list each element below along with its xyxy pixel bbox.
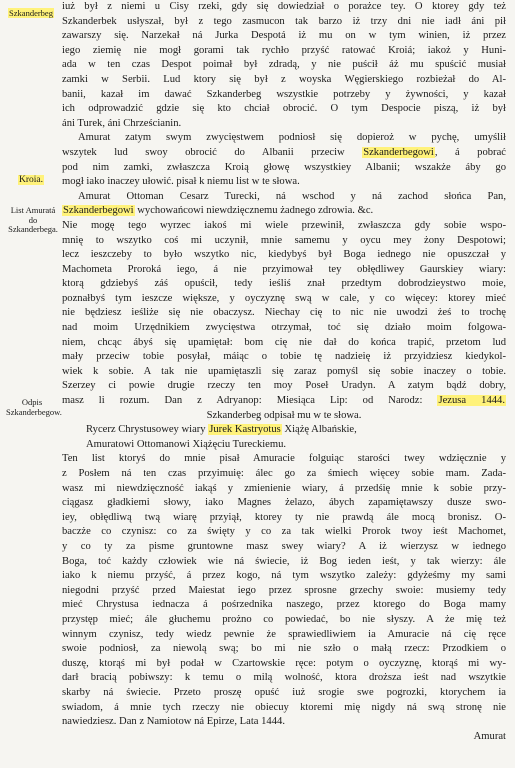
- text-line: skarby ná świecie. Przeto proszę opuść iuż srogie swe pogrozki, ktorychem ia: [62, 686, 506, 698]
- highlight-szkanderbegowi: Szkanderbegowi: [363, 146, 434, 158]
- text-line: przystęp mieć; ále głuchemu prożno co powiedać, bo nie słyszy. A że mię też: [62, 613, 506, 625]
- text-line: swoie podniosł, za niewolą swą; bo mi nie szło o małą rzecz: Przodkiem o: [62, 643, 506, 655]
- text-line: iey, obłędliwą twą wiarę przyiął, ktorey ty nie prawdą ále mocą bronisz. O-: [62, 511, 506, 523]
- margin-note-odpis: Odpis Szkanderbegow.: [6, 397, 62, 417]
- margin-note-kroia: [2, 176, 60, 186]
- text-line: iako k niemu przyść, á przez kogo, ná tym wszytko zależy: gdyżeśmy my sami: [62, 570, 506, 582]
- text-line: Boga, toć każdy człowiek wie ná świecie, iż Bog ieden ieśt, y tak wierzy: ále: [62, 555, 506, 567]
- text-line: Nie mogę tego wyrzec iakoś mi wiele przewinił, zwłaszcza gdy sobie wspo-: [62, 219, 506, 231]
- text-line: ada w ten czas Despot poimał był zdradą, y nie puścił áż mu spuścić musiał: [62, 59, 506, 71]
- text-line: niem, chcąc ábyś się upamiętał: bom cię nie dał do końca trapić, przetom lud: [62, 336, 506, 348]
- text-line-highlighted: Szkanderbegowi wychowańcowi niewdzięcznemu żadnego zdrowia. &c.: [63, 205, 374, 217]
- text-line: Szkanderbek usłyszał, był z tego zasmucon tak barzo iż trzy dni nie iadł áni pił: [62, 15, 506, 27]
- text-line: nie będziesz ieśliże się nie obaczysz. Niechay cię to nic nie uwodzi żeś to trochę: [62, 307, 506, 319]
- main-text: [62, 0, 506, 744]
- catchword: Amurat: [473, 730, 506, 742]
- text-line: Ten list ktoryś do mnie pisał Amuracie folguiąc starości twey wdzięcznie y: [62, 453, 506, 465]
- text-line: z Posłem ná ten czas przyimuię: álec go za śmiech więcey sobie mam. Zada-: [62, 468, 506, 479]
- text-line: wiek k sobie. A tak nie upamiętaszli się zaraz pomyśl się sobie inaczey o tobie.: [62, 365, 506, 377]
- text-line: Amuratowi Ottomanowi Xiążęciu Tureckiemu.: [86, 438, 287, 450]
- highlight-margin-szkanderbeg: Szkanderbeg: [9, 8, 53, 18]
- section-heading: Szkanderbeg odpisał mu w te słowa.: [206, 409, 362, 421]
- margin-note-list-title: List Amuratá do Szkanderbega.: [8, 205, 58, 234]
- text-line: pod nim zamki, zwłaszcza Kroią głowę wszystkiey Albanii; wszakże áby go: [62, 161, 506, 173]
- text-line: mnię to wszytko coś mi uczynił, mnie samemu y oycu mey żony Despotowi;: [62, 234, 506, 246]
- text-line: swiadom, á mnie tych rzeczy nie obiecuy ktoremi mię nigdy ná swą stronę nie: [62, 701, 506, 713]
- text-line-highlighted: masz li rozum. Dan z Adryanop: Miesiąca Lip: od Narodz: Jezusa 1444.: [62, 395, 505, 407]
- text-line: iego ziemię nie mogł gorami tak rychło przyść ratować Kroiá; iakoż y Huni-: [62, 44, 506, 56]
- highlight-margin-kroia: Kroia.: [18, 175, 43, 185]
- text-line: zawarszy się. Narzekał ná Jurka Despotá iż mu on w tym winien, iż przez: [62, 30, 506, 42]
- text-line: winnym czynisz, tedy wiedz pewnie że sprawiedliwiem ia Amuracie ná cię ręce: [62, 628, 506, 640]
- text-line: nad moim Urzędnikiem zwycięstwa otrzymał, toć się działo moim folgowa-: [62, 322, 506, 334]
- text-line: mieć Chrystusa iednacza á pośrzednika naszego, przez ktorego do Boga mamy: [62, 599, 506, 611]
- text-line: Szerzey ci powie drugie rzeczy ten moy Poseł Uradyn. A zatym bądź dobry,: [62, 380, 506, 392]
- text-line: mogł iako inaczey ułowić. pisał k niemu list w te słowa.: [62, 176, 300, 188]
- highlight-jurek-kastryotus: Jurek Kastryotus: [209, 424, 281, 436]
- text-line: ktorą gdziebyś záś opuścił, tedy ieśliś znał przedtym dobrodzieystwo moie,: [62, 278, 506, 290]
- text-line: ciągasz gładkiemi słowy, iako Magnes żelazo, ábych zapamiętawszy dusze swo-: [62, 497, 506, 509]
- text-line: Amurat Ottoman Cesarz Turecki, ná wschod y ná zachod słońca Pan,: [78, 190, 506, 202]
- text-line: zamki w Serbii. Lud ktory się był z woyska Węgierskiego rozbieżał do Al-: [62, 73, 506, 85]
- text-line: poznałbyś tym ieszcze większe, y oyczyznę swą w cale, y co więcey: ktorey mieć: [62, 292, 506, 304]
- text-line: duszę, ktorąś mi był podał w Czartowskie ręce: potym o oyczyznę, ktorąś mi wy-: [62, 657, 506, 669]
- text-line: iuż był z niemi u Cisy rzeki, gdy się dowiedział o porażce tey. O ktorey gdy też: [62, 1, 506, 12]
- text-line: niegodni przyść przed Maiestat iego przez sprosne grzechy swoie: musiemy tedy: [62, 584, 506, 596]
- text-line: wasz mi niewdzięczność iakąś y zmienienie wiary, á przedśię mnie k sobie przy-: [62, 482, 506, 494]
- text-line: y co ty za pisme gruntowne masz swey wiary? A iż wierzysz w iednego: [62, 540, 506, 552]
- text-line-highlighted: wszytek lud swoy obrocić do Albanii przeciw Szkanderbegowi, á pobrać: [62, 146, 506, 158]
- text-line: nawiedziesz. Dan z Namiotow ná Epirze, Lata 1444.: [62, 716, 285, 728]
- text-line: Machometa Proroká iego, á nie przyimował tey obłędliwey Gaurskiey wiary:: [62, 263, 506, 275]
- text-line: lecz ieszczeby to było wszytko nic, kiedybyś był Boga iednego nie opuszczał y: [62, 249, 506, 261]
- text-line: ich odprowadzić gdzie się kto chciał obrocić. O tym Despocie piszą, iż był: [62, 103, 506, 115]
- text-line-highlighted: Rycerz Chrystusowey wiary Jurek Kastryotus Xiążę Albańskie,: [86, 424, 357, 436]
- highlight-jezusa-1444: Jezusa 1444.: [438, 395, 505, 407]
- highlight-szkanderbegowi: Szkanderbegowi: [63, 205, 134, 217]
- text-line: darł bracią pobiwszy: k temu o milą wolność, ktora droższa ieśt nad wszytkie: [62, 672, 506, 684]
- text-line: baczże co czynisz: co za święty y co za tak wielki Prorok twoy ieśt Machomet,: [62, 526, 506, 538]
- text-line: Amurat zatym swym zwycięstwem podniosł się dopieroż w pychę, umyślił: [78, 132, 506, 144]
- text-line: banii, kazał im dawać Szkanderbeg wszystkie potrzeby y żywności, y kazał: [62, 88, 506, 100]
- text-line: áni Turek, áni Chrześcianin.: [62, 117, 182, 129]
- margin-note-szkanderbeg: [2, 9, 60, 19]
- text-line: mały przeciw tobie posyłał, máiąc o tobie tę nadzieię iż przyidziesz kiedykol-: [62, 351, 506, 363]
